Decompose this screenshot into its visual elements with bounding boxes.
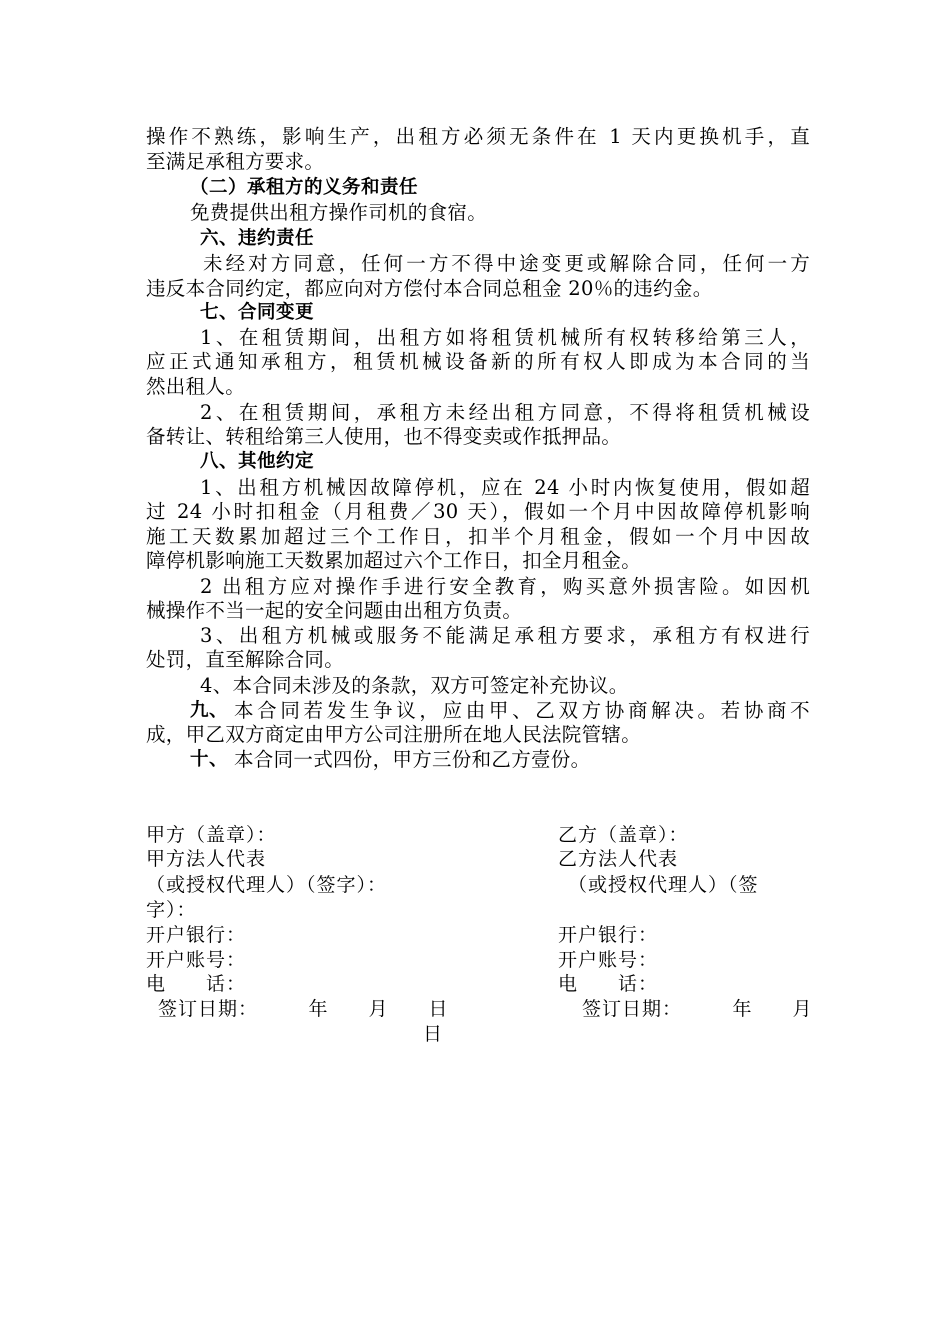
body-line: 1、在租赁期间，出租方如将租赁机械所有权转移给第三人， xyxy=(200,326,810,349)
body-line: 违反本合同约定，都应向对方偿付本合同总租金 20％的违约金。 xyxy=(146,277,713,300)
party-b-account: 开户账号： xyxy=(558,949,659,971)
party-a-account: 开户账号： xyxy=(146,949,247,971)
body-line: 然出租人。 xyxy=(146,375,246,398)
section-heading: 六、违约责任 xyxy=(200,228,315,249)
section-heading: 七、合同变更 xyxy=(200,302,315,323)
party-b-seal: 乙方（盖章）： xyxy=(558,824,689,846)
body-line: 备转让、转租给第三人使用，也不得变卖或作抵押品。 xyxy=(146,425,622,448)
body-line: 操作不熟练，影响生产，出租方必须无条件在 1 天内更换机手，直 xyxy=(146,125,810,148)
party-a-date: 签订日期： 年 月 日 xyxy=(158,998,449,1020)
section-heading: 八、其他约定 xyxy=(200,451,315,472)
body-line: 成，甲乙双方商定由甲方公司注册所在地人民法院管辖。 xyxy=(146,723,642,746)
clause-number: 十、 xyxy=(190,749,229,770)
body-line: 障停机影响施工天数累加超过六个工作日，扣全月租金。 xyxy=(146,549,642,572)
body-line: 4、本合同未涉及的条款，双方可签定补充协议。 xyxy=(200,674,629,697)
party-b-bank: 开户银行： xyxy=(558,924,659,946)
party-a-seal: 甲方（盖章）： xyxy=(146,824,277,846)
body-line: 2、在租赁期间，承租方未经出租方同意，不得将租赁机械设 xyxy=(200,401,810,424)
body-line: 处罚，直至解除合同。 xyxy=(146,648,345,671)
party-b-date-cont: 日 xyxy=(423,1023,444,1045)
body-line: 至满足承租方要求。 xyxy=(146,150,325,173)
party-b-rep: 乙方法人代表 xyxy=(558,848,679,870)
party-a-agent-cont: 字）： xyxy=(146,899,197,921)
body-line: 施工天数累加超过三个工作日，扣半个月租金，假如一个月中因故 xyxy=(146,525,810,548)
body-line: 3、出租方机械或服务不能满足承租方要求，承租方有权进行 xyxy=(200,624,810,647)
clause-number: 九、 xyxy=(190,700,229,721)
party-b-phone: 电 话： xyxy=(558,973,659,995)
party-a-agent: （或授权代理人）（签字）： xyxy=(146,874,388,896)
party-a-rep: 甲方法人代表 xyxy=(146,848,267,870)
body-line: 械操作不当一起的安全问题由出租方负责。 xyxy=(146,599,523,622)
body-line: 过 24 小时扣租金（月租费／30 天），假如一个月中因故障停机影响 xyxy=(146,500,810,523)
body-line: 未经对方同意，任何一方不得中途变更或解除合同，任何一方 xyxy=(203,252,810,275)
body-line: 2 出租方应对操作手进行安全教育，购买意外损害险。如因机 xyxy=(200,575,810,598)
party-a-bank: 开户银行： xyxy=(146,924,247,946)
party-b-agent: （或授权代理人）（签 xyxy=(568,874,759,896)
body-line: 免费提供出租方操作司机的食宿。 xyxy=(190,201,488,224)
party-a-phone: 电 话： xyxy=(146,973,247,995)
section-heading: （二）承租方的义务和责任 xyxy=(190,177,419,198)
body-line: 本合同若发生争议，应由甲、乙双方协商解决。若协商不 xyxy=(234,699,810,722)
body-line: 应正式通知承租方，租赁机械设备新的所有权人即成为本合同的当 xyxy=(146,350,810,373)
party-b-date: 签订日期： 年 月 xyxy=(582,998,813,1020)
body-line: 本合同一式四份，甲方三份和乙方壹份。 xyxy=(234,748,591,771)
body-line: 1、出租方机械因故障停机，应在 24 小时内恢复使用，假如超 xyxy=(200,476,810,499)
